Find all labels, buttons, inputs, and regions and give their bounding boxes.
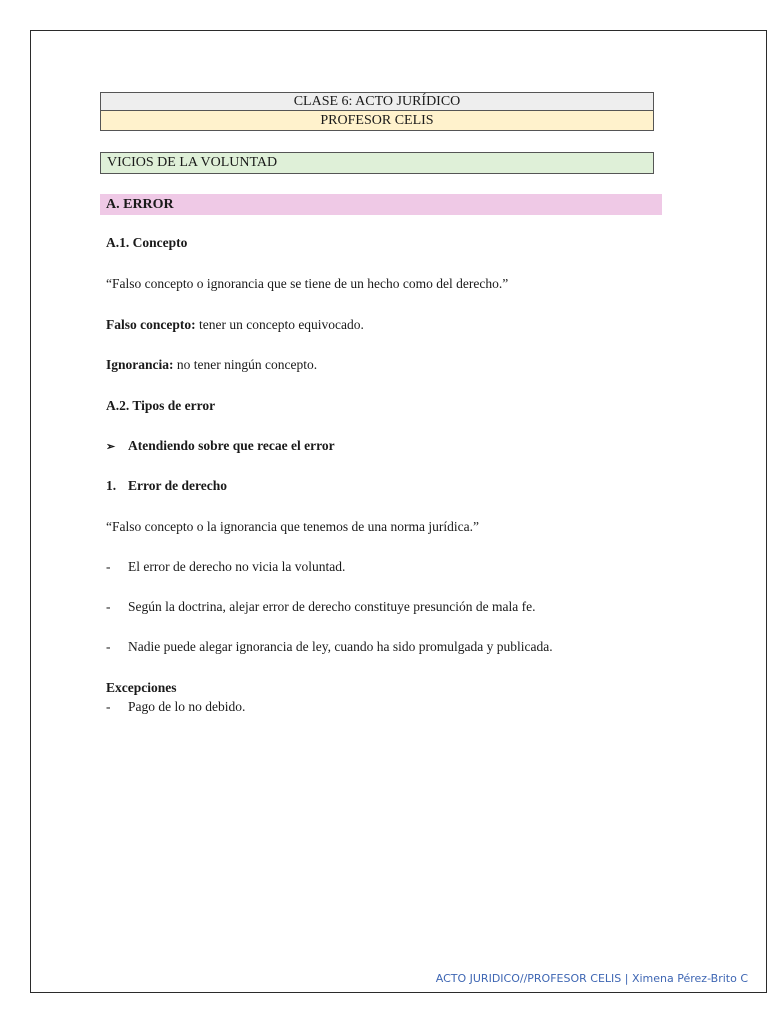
excepciones-heading: Excepciones — [106, 680, 177, 695]
list-item — [106, 558, 345, 576]
professor-bar — [100, 110, 654, 131]
list-item — [106, 638, 553, 656]
list-number: 1. — [106, 478, 117, 493]
definition-text: no tener ningún concepto. — [173, 357, 318, 372]
list-item — [106, 598, 535, 616]
definition-falso-concepto — [106, 316, 364, 334]
dash-bullet: - — [106, 559, 111, 574]
document-page — [30, 30, 767, 993]
section-heading — [100, 152, 654, 174]
concept-heading: A.1. Concepto — [106, 235, 188, 250]
dash-bullet: - — [106, 599, 111, 614]
error-derecho-title: Error de derecho — [128, 478, 227, 493]
definition-ignorancia — [106, 356, 317, 374]
concept-quote: “Falso concepto o ignorancia que se tiene de un hecho como del derecho.” — [106, 276, 509, 291]
arrow-bullet-icon: ➢ — [106, 441, 116, 453]
subsection-title: A. ERROR — [106, 197, 174, 212]
dash-bullet: - — [106, 699, 111, 714]
list-item-text: El error de derecho no vicia la voluntad. — [128, 559, 346, 574]
professor-name: PROFESOR CELIS — [320, 113, 434, 128]
error-derecho-heading — [106, 477, 227, 495]
definition-term: Falso concepto: — [106, 317, 196, 332]
class-title-bar — [100, 92, 654, 110]
list-item-text: Según la doctrina, alejar error de derecho constituye presunción de mala fe. — [128, 599, 536, 614]
tipos-heading: A.2. Tipos de error — [106, 398, 216, 413]
section-title: VICIOS DE LA VOLUNTAD — [107, 155, 278, 170]
list-item — [106, 698, 245, 716]
definition-text: tener un concepto equivocado. — [195, 317, 364, 332]
page-footer: ACTO JURIDICO//PROFESOR CELIS | Ximena Pérez-Brito C — [435, 972, 748, 985]
definition-term: Ignorancia: — [106, 357, 174, 372]
atendiendo-bullet — [106, 437, 335, 456]
list-item-text: Pago de lo no debido. — [128, 699, 246, 714]
atendiendo-text: Atendiendo sobre que recae el error — [128, 438, 335, 453]
subsection-heading — [100, 194, 662, 215]
dash-bullet: - — [106, 639, 111, 654]
error-derecho-quote: “Falso concepto o la ignorancia que tenemos de una norma jurídica.” — [106, 519, 479, 534]
class-title: CLASE 6: ACTO JURÍDICO — [293, 94, 461, 109]
list-item-text: Nadie puede alegar ignorancia de ley, cuando ha sido promulgada y publicada. — [128, 639, 553, 654]
